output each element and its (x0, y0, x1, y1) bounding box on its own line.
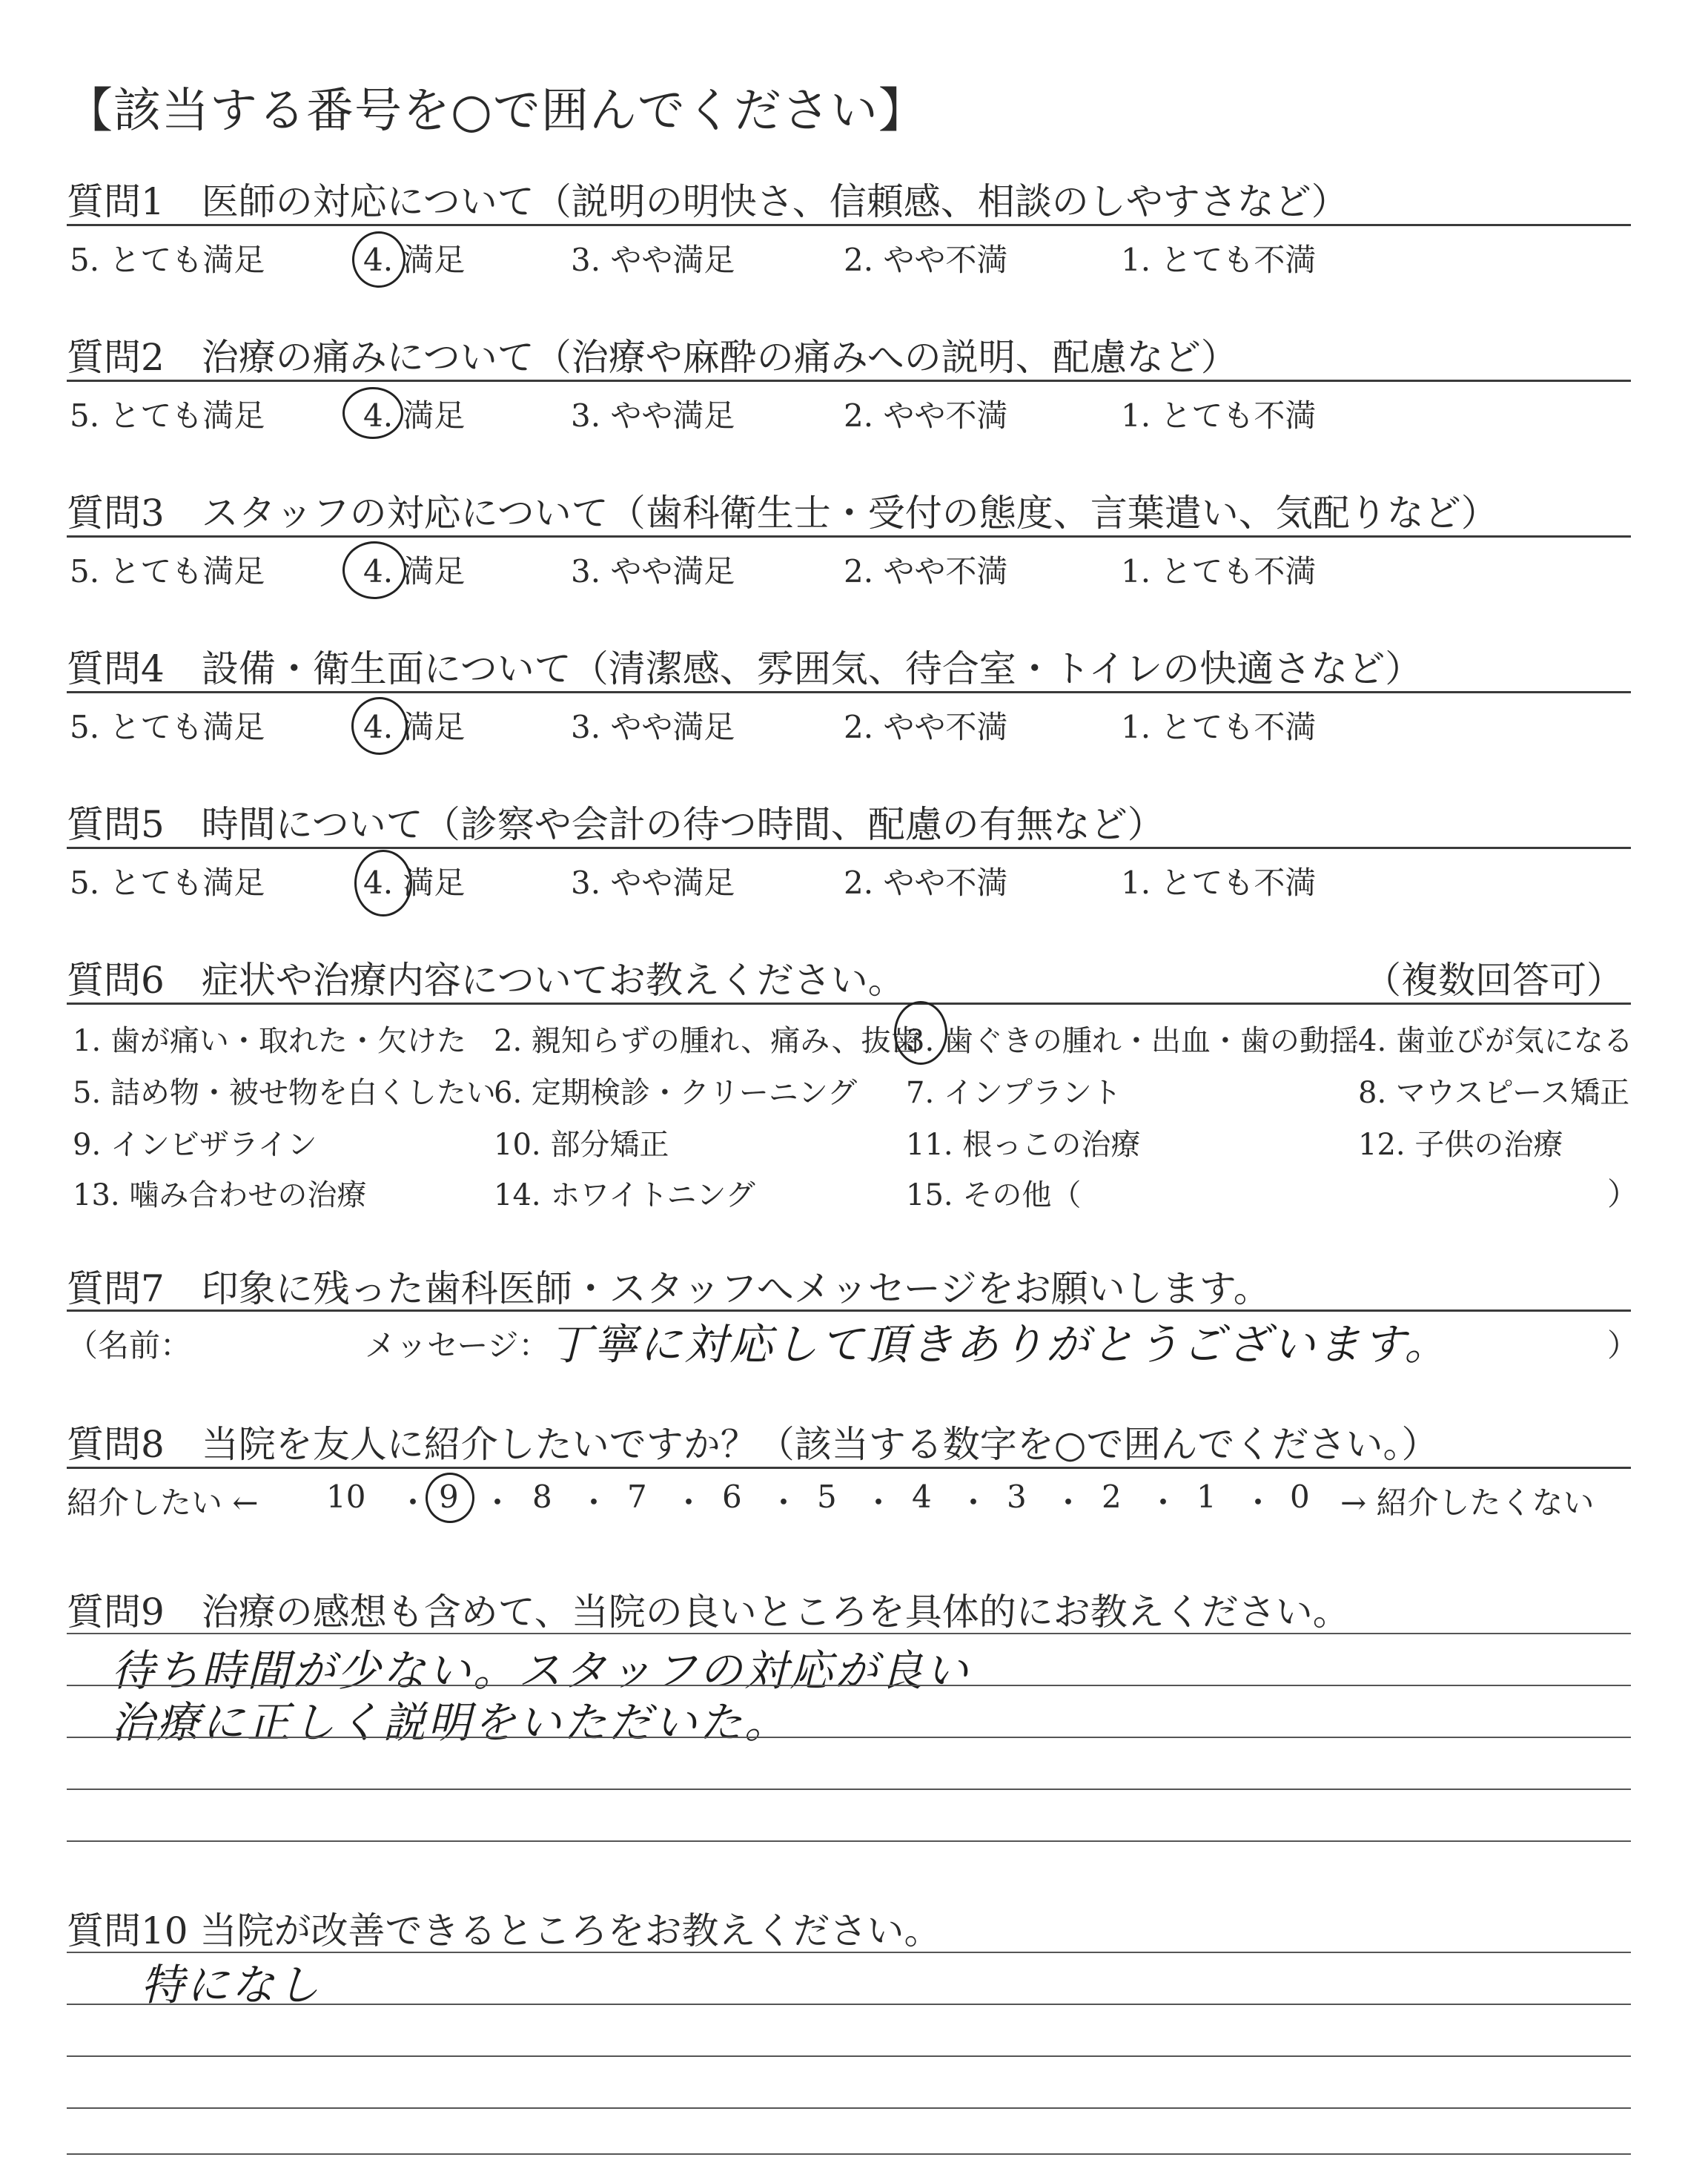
q4-option-5[interactable]: 5. とても満足 (70, 709, 265, 745)
scale-6[interactable]: 6 (722, 1479, 742, 1515)
q3-option-2[interactable]: 2. やや不満 (844, 553, 1008, 589)
q2-option-2[interactable]: 2. やや不満 (844, 397, 1008, 434)
question-9-label: 質問9 治療の感想も含めて、当院の良いところを具体的にお教えください。 (67, 1591, 1350, 1634)
q5-option-1[interactable]: 1. とても不満 (1121, 865, 1317, 901)
answer-line (67, 1685, 1631, 1686)
question-3-label: 質問3 スタッフの対応について（歯科衛生士・受付の態度、言葉遣い、気配りなど） (67, 492, 1498, 535)
q1-option-5[interactable]: 5. とても満足 (70, 242, 265, 278)
q6-option-13[interactable]: 13. 噛み合わせの治療 (73, 1178, 367, 1212)
divider (67, 535, 1631, 538)
scale-dot: ・ (863, 1484, 895, 1521)
q2-option-4[interactable]: 4. 満足 (363, 397, 466, 434)
q4-option-4[interactable]: 4. 満足 (363, 709, 466, 745)
selection-circle (351, 697, 408, 755)
question-8-label: 質問8 当院を友人に紹介したいですか？（該当する数字を○で囲んでください。） (67, 1423, 1439, 1466)
divider (67, 847, 1631, 849)
q6-option-7[interactable]: 7. インプラント (906, 1076, 1122, 1110)
scale-dot: ・ (397, 1484, 429, 1521)
q2-option-3[interactable]: 3. やや満足 (571, 397, 735, 434)
scale-dot: ・ (768, 1484, 800, 1521)
page-title: 【該当する番号を○で囲んでください】 (65, 84, 927, 139)
q6-option-10[interactable]: 10. 部分矯正 (494, 1128, 669, 1162)
answer-line (67, 2004, 1631, 2005)
answer-line (67, 1789, 1631, 1790)
message-label: メッセージ： (365, 1327, 550, 1364)
selection-circle (342, 387, 403, 439)
scale-dot: ・ (958, 1484, 990, 1521)
q3-option-4[interactable]: 4. 満足 (363, 553, 466, 589)
scale-dot: ・ (578, 1484, 610, 1521)
question-5-label: 質問5 時間について（診察や会計の待つ時間、配慮の有無など） (67, 803, 1165, 846)
q5-option-4[interactable]: 4. 満足 (363, 865, 466, 901)
scale-2[interactable]: 2 (1102, 1479, 1122, 1515)
q1-option-1[interactable]: 1. とても不満 (1121, 242, 1317, 278)
name-label: （名前： (67, 1327, 192, 1364)
scale-0[interactable]: 0 (1290, 1479, 1310, 1515)
question-4-label: 質問4 設備・衛生面について（清潔感、雰囲気、待合室・トイレの快適さなど） (67, 647, 1423, 690)
q6-option-5[interactable]: 5. 詰め物・被せ物を白くしたい (73, 1076, 496, 1110)
q6-option-15[interactable]: 15. その他（ (906, 1178, 1082, 1212)
question-10-label: 質問10 当院が改善できるところをお教えください。 (67, 1909, 941, 1952)
q3-option-5[interactable]: 5. とても満足 (70, 553, 265, 589)
scale-dot: ・ (673, 1484, 705, 1521)
question-6-label: 質問6 症状や治療内容についてお教えください。 (67, 959, 905, 1002)
divider (67, 380, 1631, 382)
q3-option-3[interactable]: 3. やや満足 (571, 553, 735, 589)
scale-dot: ・ (482, 1484, 514, 1521)
scale-4[interactable]: 4 (912, 1479, 932, 1515)
close-paren: ） (1607, 1327, 1639, 1364)
q5-option-2[interactable]: 2. やや不満 (844, 865, 1008, 901)
answer-line (67, 1633, 1631, 1634)
q10-answer-line-1[interactable]: 特になし (141, 1960, 322, 2010)
q1-option-3[interactable]: 3. やや満足 (571, 242, 735, 278)
close-paren: ） (1607, 1176, 1639, 1212)
q4-option-3[interactable]: 3. やや満足 (571, 709, 735, 745)
message-field[interactable]: 丁寧に対応して頂きありがとうございます。 (549, 1319, 1450, 1370)
q6-option-6[interactable]: 6. 定期検診・クリーニング (494, 1076, 858, 1110)
q5-option-3[interactable]: 3. やや満足 (571, 865, 735, 901)
answer-line (67, 1840, 1631, 1842)
selection-circle (354, 850, 412, 916)
scale-10[interactable]: 10 (326, 1479, 366, 1515)
question-7-label: 質問7 印象に残った歯科医師・スタッフへメッセージをお願いします。 (67, 1267, 1271, 1310)
divider (67, 224, 1631, 226)
q1-option-2[interactable]: 2. やや不満 (844, 242, 1008, 278)
q6-option-3[interactable]: 3. 歯ぐきの腫れ・出血・歯の動揺 (906, 1024, 1359, 1058)
q4-option-2[interactable]: 2. やや不満 (844, 709, 1008, 745)
q6-option-14[interactable]: 14. ホワイトニング (494, 1178, 755, 1212)
q9-answer-line-1[interactable]: 待ち時間が少ない。スタッフの対応が良い (111, 1645, 971, 1696)
recommend-right-label: → 紹介したくない (1340, 1484, 1595, 1521)
divider (67, 691, 1631, 693)
q6-option-9[interactable]: 9. インビザライン (73, 1128, 317, 1162)
q6-option-4[interactable]: 4. 歯並びが気になる (1358, 1024, 1633, 1058)
q9-answer-line-2[interactable]: 治療に正しく説明をいただいた。 (111, 1697, 790, 1748)
divider (67, 1003, 1631, 1005)
scale-dot: ・ (1242, 1484, 1274, 1521)
answer-line (67, 1737, 1631, 1738)
answer-line (67, 2107, 1631, 2109)
q2-option-5[interactable]: 5. とても満足 (70, 397, 265, 434)
selection-circle (342, 541, 406, 599)
scale-dot: ・ (1053, 1484, 1085, 1521)
q1-option-4[interactable]: 4. 満足 (363, 242, 466, 278)
answer-line (67, 2055, 1631, 2057)
q6-option-2[interactable]: 2. 親知らずの腫れ、痛み、抜歯 (494, 1024, 921, 1058)
q6-option-11[interactable]: 11. 根っこの治療 (906, 1128, 1141, 1162)
multiple-answer-note: （複数回答可） (1364, 959, 1623, 1002)
q6-option-8[interactable]: 8. マウスピース矯正 (1358, 1076, 1630, 1110)
answer-line (67, 2153, 1631, 2155)
selection-circle (894, 1001, 947, 1065)
question-2-label: 質問2 治療の痛みについて（治療や麻酔の痛みへの説明、配慮など） (67, 336, 1238, 379)
scale-dot: ・ (1148, 1484, 1179, 1521)
selection-circle (352, 231, 406, 288)
q5-option-5[interactable]: 5. とても満足 (70, 865, 265, 901)
q4-option-1[interactable]: 1. とても不満 (1121, 709, 1317, 745)
q6-option-12[interactable]: 12. 子供の治療 (1358, 1128, 1563, 1162)
scale-9[interactable]: 9 (439, 1479, 459, 1515)
scale-5[interactable]: 5 (817, 1479, 837, 1515)
question-1-label: 質問1 医師の対応について（説明の明快さ、信頼感、相談のしやすさなど） (67, 180, 1348, 223)
recommend-left-label: 紹介したい ← (67, 1484, 259, 1521)
q2-option-1[interactable]: 1. とても不満 (1121, 397, 1317, 434)
scale-8[interactable]: 8 (532, 1479, 552, 1515)
selection-circle (426, 1473, 474, 1523)
scale-7[interactable]: 7 (627, 1479, 647, 1515)
scale-3[interactable]: 3 (1007, 1479, 1027, 1515)
divider (67, 1467, 1631, 1469)
q3-option-1[interactable]: 1. とても不満 (1121, 553, 1317, 589)
q6-option-1[interactable]: 1. 歯が痛い・取れた・欠けた (73, 1024, 466, 1058)
scale-1[interactable]: 1 (1196, 1479, 1217, 1515)
